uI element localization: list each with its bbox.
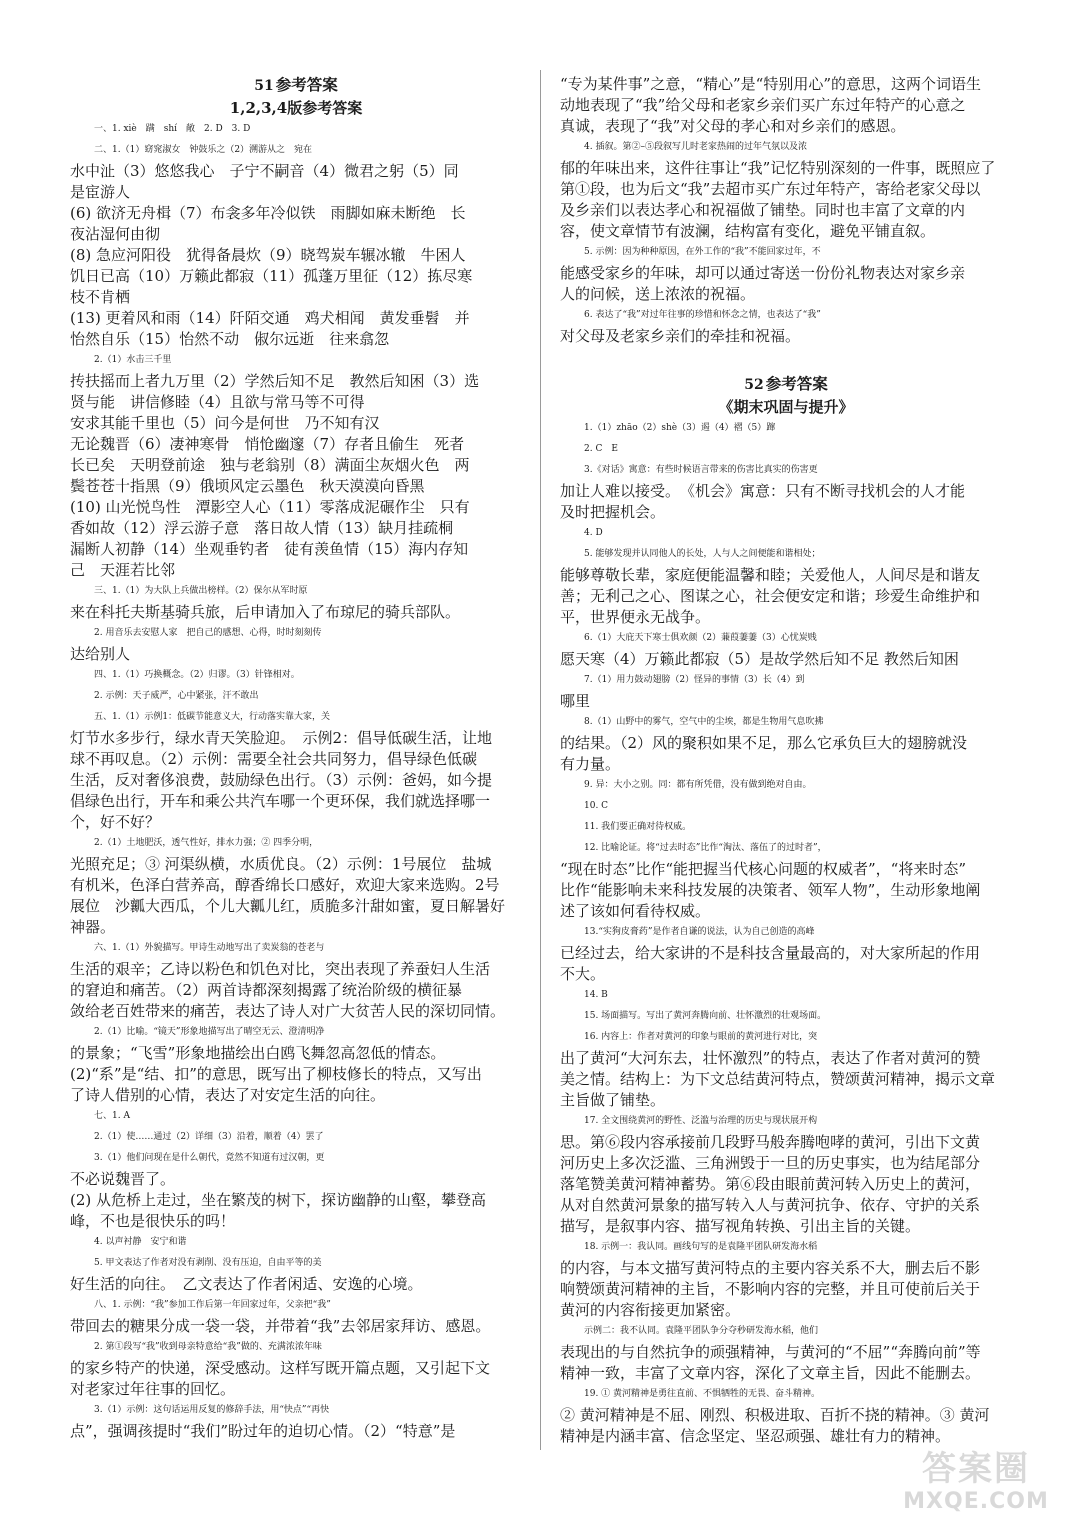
answer-line: 14. B — [584, 990, 608, 1000]
answer-line: 灯节水多步行，绿水青天笑脸迎。 示例2：倡导低碳生活，让地 — [70, 729, 493, 747]
section-title: 参考答案 — [275, 75, 338, 94]
answer-line: “专为某件事”之意，“精心”是“特别用心”的意思，这两个词语生 — [560, 75, 982, 93]
answer-line: 河历史上多次泛滥、三角洲毁于一旦的历史事实，也为结尾部分 — [560, 1154, 981, 1172]
answer-line: 六、1.（1）外貌描写。甲诗生动地写出了卖炭翁的苍老与 — [94, 943, 325, 953]
answer-line: 加让人难以接受。 《机会》寓意：只有不断寻找机会的人才能 — [560, 482, 966, 500]
answer-line: 贤与能 讲信修睦（4）且欲与常马等不可得 — [70, 393, 365, 411]
section-number: 51 — [254, 78, 274, 94]
answer-line: 能够尊敬长辈，家庭便能温馨和睦；关爱他人，人间尽是和谐友 — [560, 566, 981, 584]
answer-line: 愿天寒（4）万籁此都寂（5）是故学然后知不足 教然后知困 — [560, 650, 959, 668]
answer-line: 示例二：我不认同。袁隆平团队争分夺秒研发海水稻，他们 — [584, 1326, 819, 1336]
answer-line: 17. 全文围绕黄河的野性、泛滥与治理的历史与现状展开构 — [584, 1116, 818, 1126]
answer-line: 及乡亲们以表达孝心和祝福做了铺垫。同时也丰富了文章的内 — [560, 201, 966, 219]
section-gap — [560, 347, 1012, 373]
answer-line: 好生活的向往。 乙文表达了作者闲适、安逸的心境。 — [70, 1275, 423, 1293]
answer-line: 郁的年味出来，这件往事让“我”记忆特别深刻的一件事，既照应了 — [560, 159, 996, 177]
answer-line: 2. C E — [584, 444, 618, 454]
answer-line: 6. 表达了“我”对过年往事的珍惜和怀念之情，也表达了“我” — [584, 310, 821, 320]
answer-line: 无论魏晋（6）凄神寒骨 悄怆幽邃（7）存者且偷生 死者 — [70, 435, 465, 453]
answer-line: 2. 第①段写“我”收到母亲特意给“我”做的、充满浓浓年味 — [94, 1342, 322, 1352]
answer-line: 13.“实狗皮膏药”是作者自谦的说法，认为自己创造的高峰 — [584, 927, 815, 937]
right-column — [560, 74, 1012, 1447]
answer-line: 来在科托夫斯基骑兵旅，后申请加入了布琼尼的骑兵部队。 — [70, 603, 461, 621]
answer-line: “现在时态”比作“能把握当代核心问题的权威者”，“将来时态” — [560, 860, 967, 878]
answer-line: 点”，强调孩提时“我们”盼过年的迫切心情。（2）“特意”是 — [70, 1422, 456, 1440]
answer-line: ② 黄河精神是不屈、刚烈、积极进取、百折不挠的精神。③ 黄河 — [560, 1406, 990, 1424]
answer-line: 对老家过年往事的回忆。 — [70, 1380, 236, 1398]
answer-line: 善；无利己之心、图谋之心，社会便安定和谐；珍爱生命维护和 — [560, 587, 981, 605]
answer-line: (13) 更着风和雨（14）阡陌交通 鸡犬相闻 黄发垂髫 并 — [70, 309, 470, 327]
answer-line: 长已矣 天明登前途 独与老翁别（8）满面尘灰烟火色 两 — [70, 456, 470, 474]
right-answer-lines — [560, 418, 1012, 1447]
answer-line: 五、1.（1）示例1：低碳节能意义大，行动落实靠大家，关 — [94, 712, 331, 722]
answer-line: 5. 甲文表达了作者对没有剥削、没有压迫，自由平等的美 — [94, 1258, 322, 1268]
answer-line: 真诚，表现了“我”对父母的孝心和对乡亲们的感恩。 — [560, 117, 906, 135]
answer-line: 抟扶摇而上者九万里（2）学然后知不足 教然后知困（3）选 — [70, 372, 480, 390]
answer-line: 已经过去，给大家讲的不是科技含量最高的，对大家所起的作用 — [560, 944, 981, 962]
watermark-url-text: MXQE.COM — [903, 1489, 1049, 1514]
answer-line: 5. 能够发现并认同他人的长处，人与人之间便能和谐相处； — [584, 549, 821, 559]
answer-line: 生活的艰辛；乙诗以粉色和饥色对比，突出表现了养蚕妇人生活 — [70, 960, 491, 978]
answer-line: 带回去的糖果分成一袋一袋，并带着“我”去邻居家拜访、感恩。 — [70, 1317, 491, 1335]
answer-line: (10) 山光悦鸟性 潭影空人心（11）零落成泥碾作尘 只有 — [70, 498, 470, 516]
answer-line: 15. 场面描写。写出了黄河奔腾向前、壮怀激烈的壮观场面。 — [584, 1011, 827, 1021]
answer-line: 3.（1）他们问现在是什么朝代，竟然不知道有过汉朝，更 — [94, 1153, 325, 1163]
answer-line: 人的问候，送上浓浓的祝福。 — [560, 285, 756, 303]
answer-line: 12. 比喻论证。将“过去时态”比作“淘汰、落伍了的过时者”， — [584, 843, 827, 853]
answer-line: 怡然自乐（15）怡然不动 俶尔远逝 往来翕忽 — [70, 330, 390, 348]
answer-line: 主旨做了铺垫。 — [560, 1091, 666, 1109]
answer-line: 第①段，也为后文“我”去超市买广东过年特产，寄给老家父母以 — [560, 180, 981, 198]
section-header-52 — [560, 373, 1012, 396]
answer-line: 安求其能千里也（5）问今是何世 乃不知有汉 — [70, 414, 380, 432]
answer-line: 光照充足；③ 河渠纵横，水质优良。（2）示例：1号展位 盐城 — [70, 855, 492, 873]
answer-line: 动地表现了“我”给父母和老家乡亲们买广东过年特产的心意之 — [560, 96, 966, 114]
answer-line: 精神是内涵丰富、信念坚定、坚忍顽强、雄壮有力的精神。 — [560, 1427, 951, 1445]
answer-line: 二、1.（1）窈窕淑女 钟鼓乐之（2）溯游从之 宛在 — [94, 145, 313, 155]
section-title: 参考答案 — [765, 374, 828, 393]
answer-line: 敛给老百姓带来的痛苦，表达了诗人对广大贫苦人民的深切同情。 — [70, 1002, 506, 1020]
answer-line: 八、1. 示例：“我”参加工作后第一年回家过年，父亲把“我” — [94, 1300, 331, 1310]
answer-line: 的结果。（2）风的聚积如果不足，那么它承负巨大的翅膀就没 — [560, 734, 968, 752]
answer-line: 达给别人 — [70, 645, 131, 663]
answer-line: 2.（1）水击三千里 — [94, 355, 172, 365]
answer-line: 9. 异：大小之别。同：都有所凭借，没有做到绝对自由。 — [584, 780, 812, 790]
answer-line: 容，使文章情节有波澜，结构富有变化，避免平铺直叙。 — [560, 222, 936, 240]
answer-line: 描写，是叙事内容、描写视角转换、引出主旨的关键。 — [560, 1217, 921, 1235]
answer-line: 神器。 — [70, 918, 116, 936]
answer-line: 美之情。结构上：为下文总结黄河特点，赞颂黄河精神，揭示文章 — [560, 1070, 996, 1088]
answer-line: 述了该如何看待权威。 — [560, 902, 711, 920]
answer-line: 三、1.（1）为大队上兵做出榜样。（2）保尔从军时原 — [94, 586, 308, 596]
answer-line: 是宦游人 — [70, 183, 131, 201]
answer-line: 4. 插叙。第②–⑤段叙写儿时老家热闹的过年气氛以及浓 — [584, 142, 807, 152]
answer-line: 落笔赞美黄河精神蓄势。第⑥段由眼前黄河转入历史上的黄河， — [560, 1175, 981, 1193]
answer-line: 生活，反对奢侈浪费，鼓励绿色出行。（3）示例：爸妈，如今提 — [70, 771, 493, 789]
answer-line: 思。第⑥段内容承接前几段野马般奔腾咆哮的黄河，引出下文黄 — [560, 1133, 981, 1151]
answer-line: 峰，不也是很快乐的吗！ — [70, 1212, 236, 1230]
section-subtitle: 1,2,3,4版参考答案 — [229, 99, 363, 117]
column-divider — [540, 70, 541, 1450]
answer-line: 倡绿色出行，开车和乘公共汽车哪一个更环保，我们就选择哪一 — [70, 792, 491, 810]
answer-line: 七、1. A — [94, 1111, 130, 1121]
answer-line: 能感受家乡的年味，却可以通过寄送一份份礼物表达对家乡亲 — [560, 264, 966, 282]
section-header-51 — [70, 74, 522, 97]
answer-line: 饥日已高（10）万籁此都寂（11）孤蓬万里征（12）拣尽寒 — [70, 267, 473, 285]
left-answer-lines — [70, 119, 522, 1442]
answer-line: 了诗人借别的心情，表达了对安定生活的向往。 — [70, 1086, 386, 1104]
answer-line: 漏断人初静（14）坐观垂钓者 徒有羡鱼情（15）海内存知 — [70, 540, 469, 558]
answer-line: 18. 示例一：我认同。画线句写的是袁隆平团队研发海水稻 — [584, 1242, 818, 1252]
answer-line: 8.（1）山野中的雾气，空气中的尘埃，都是生物用气息吹拂 — [584, 717, 824, 727]
answer-line: 球不再叹息。（2）示例：需要全社会共同努力，倡导绿色低碳 — [70, 750, 478, 768]
answer-line: 一、1. xiè 蹒 shí 敞 2. D 3. D — [94, 124, 251, 134]
answer-line: 不大。 — [560, 965, 606, 983]
section-number: 52 — [744, 377, 764, 393]
answer-line: 香如故（12）浮云游子意 落日故人情（13）缺月挂疏桐 — [70, 519, 454, 537]
answer-line: 2.（1）使……通过（2）详细（3）沿着，顺着（4）罢了 — [94, 1132, 324, 1142]
answer-line: 的景象；“飞雪”形象地描绘出白鸥飞舞忽高忽低的情态。 — [70, 1044, 446, 1062]
answer-line: 有机米，色泽白营养高，醇香绵长口感好，欢迎大家来选购。2号 — [70, 876, 500, 894]
answer-line: 黄河的内容衔接更加紧密。 — [560, 1301, 741, 1319]
answer-line: 精神一致，丰富了文章内容，深化了文章主旨，因此不能删去。 — [560, 1364, 981, 1382]
answer-line: 哪里 — [560, 692, 591, 710]
answer-line: 4. 以声衬静 安宁和谐 — [94, 1237, 187, 1247]
answer-line: 3.（1）示例：这句话运用反复的修辞手法，用“快点”“再快 — [94, 1405, 330, 1415]
answer-line: 4. D — [584, 528, 603, 538]
answer-line: 2.（1）比喻。“镜天”形象地描写出了晴空无云、澄清明净 — [94, 1027, 325, 1037]
answer-line: 16. 内容上：作者对黄河的印象与眼前的黄河进行对比，突 — [584, 1032, 818, 1042]
answer-line: 5. 示例：因为种种原因，在外工作的“我”不能回家过年，不 — [584, 247, 821, 257]
answer-line: 10. C — [584, 801, 609, 811]
left-column — [70, 74, 522, 1442]
right-top-answer-lines — [560, 74, 1012, 347]
answer-line: 11. 我们要正确对待权威。 — [584, 822, 692, 832]
answer-line: 不必说魏晋了。 — [70, 1170, 176, 1188]
answer-line: (2)“系”是“结、扣”的意思，既写出了柳枝修长的特点，又写出 — [70, 1065, 482, 1083]
answer-line: (6) 欲济无舟楫（7）布衾多年冷似铁 雨脚如麻未断绝 长 — [70, 204, 466, 222]
answer-line: 响赞颂黄河精神的主旨，不影响内容的完整，并且可使前后关于 — [560, 1280, 981, 1298]
answer-line: 对父母及老家乡亲们的牵挂和祝福。 — [560, 327, 801, 345]
watermark-logo — [886, 1449, 1066, 1521]
answer-line: 2. 用音乐去安慰人家 把自己的感想、心得，时时刻刻传 — [94, 628, 322, 638]
answer-line: (2) 从危桥上走过，坐在繁茂的树下，探访幽静的山壑，攀登高 — [70, 1191, 487, 1209]
answer-line: 6.（1）大庇天下寒士俱欢颜（2）蒹葭萋萋（3）心忧炭贱 — [584, 633, 817, 643]
answer-line: 2.（1）土地肥沃，透气性好，排水力强；② 四季分明， — [94, 838, 319, 848]
answer-line: 展位 沙瓤大西瓜，个儿大瓤儿红，质脆多汁甜如蜜，夏日解暑好 — [70, 897, 506, 915]
answer-line: 有力量。 — [560, 755, 621, 773]
answer-line: 1.（1）zhāo（2）shè（3）遏（4）褶（5）蹿 — [584, 423, 776, 433]
answer-line: 从对自然黄河景象的描写转入人与黄河抗争、依存、守护的关系 — [560, 1196, 981, 1214]
answer-line: 2. 示例：天子威严，心中紧张，汗不敢出 — [94, 691, 259, 701]
answer-line: 己 天涯若比邻 — [70, 561, 176, 579]
answer-line: 枝不肯栖 — [70, 288, 131, 306]
answer-line: 平，世界便永无战争。 — [560, 608, 711, 626]
answer-line: 鬓苍苍十指黑（9）俄顷风定云墨色 秋天漠漠向昏黑 — [70, 477, 425, 495]
answer-line: 比作“能影响未来科技发展的决策者、领军人物”，生动形象地阐 — [560, 881, 981, 899]
watermark-top-text: 答案圈 — [922, 1449, 1030, 1489]
answer-line: (8) 急应河阳役 犹得备晨炊（9）晓驾炭车辗冰辙 牛困人 — [70, 246, 466, 264]
answer-line: 的家乡特产的快递，深受感动。这样写既开篇点题，又引起下文 — [70, 1359, 491, 1377]
answer-line: 出了黄河“大河东去，壮怀激烈”的特点，表达了作者对黄河的赞 — [560, 1049, 981, 1067]
answer-line: 19. ① 黄河精神是勇往直前、不惧牺牲的无畏、奋斗精神。 — [584, 1389, 821, 1399]
answer-line: 表现出的与自然抗争的顽强精神，与黄河的“不屈”“奔腾向前”等 — [560, 1343, 981, 1361]
answer-line: 夜沾湿何由彻 — [70, 225, 161, 243]
section-subtitle: 《期末巩固与提升》 — [718, 398, 854, 416]
answer-line: 的内容，与本文描写黄河特点的主要内容关系不大，删去后不影 — [560, 1259, 981, 1277]
answer-line: 四、1.（1）巧换概念。（2）归谬。（3）针锋相对。 — [94, 670, 300, 680]
answer-line: 7.（1）用力鼓动翅膀（2）怪异的事情（3）长（4）到 — [584, 675, 805, 685]
answer-line: 个，好不好？ — [70, 813, 161, 831]
answer-line: 水中沚（3）悠悠我心 子宁不嗣音（4）微君之躬（5）同 — [70, 162, 459, 180]
answer-line: 3.《对话》寓意：有些时候语言带来的伤害比真实的伤害更 — [584, 465, 818, 475]
answer-line: 及时把握机会。 — [560, 503, 666, 521]
answer-line: 的窘迫和痛苦。（2）两首诗都深刻揭露了统治阶级的横征暴 — [70, 981, 463, 999]
